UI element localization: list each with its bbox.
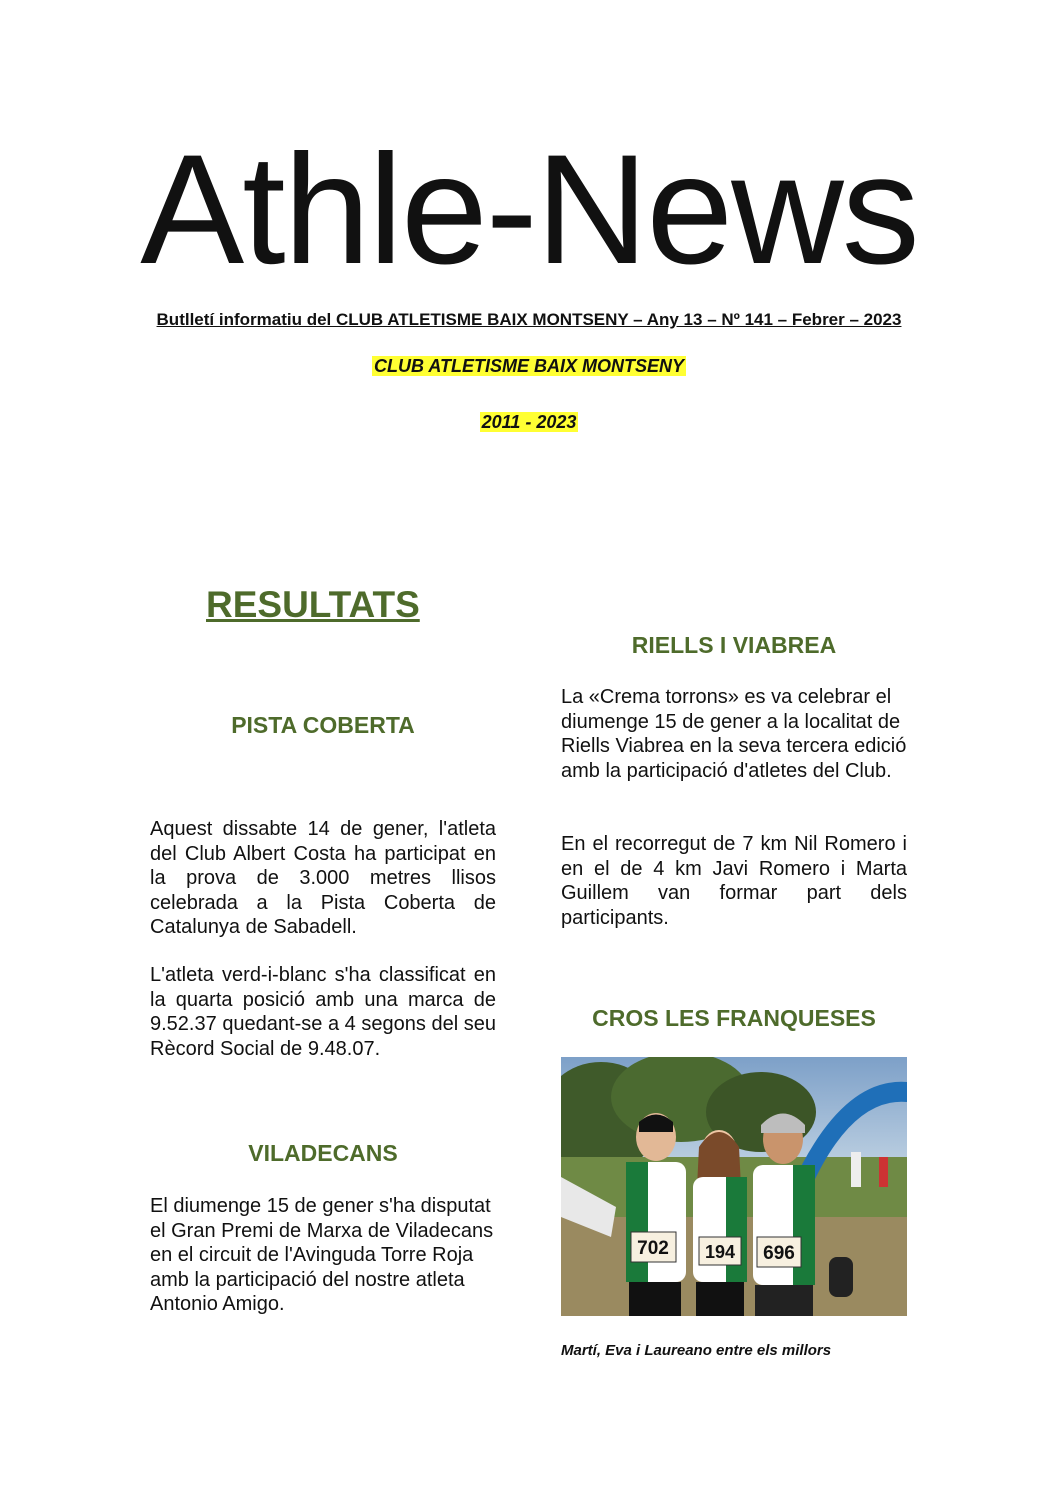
pista-coberta-paragraph-1: Aquest dissabte 14 de gener, l'atleta del Club Albert Costa ha participat en la prova de 3.000 metres llisos celebrada a la Pista Coberta de Catalunya de Sabadell. [150, 818, 496, 938]
viladecans-paragraph: El diumenge 15 de gener s'ha disputat el Gran Premi de Marxa de Viladecans en el circuit de l'Avinguda Torre Roja amb la participació del nostre atleta Antonio Amigo. [150, 1195, 494, 1315]
athletes-photo [561, 1057, 907, 1316]
bib-number-1: 702 [637, 1238, 669, 1259]
section-heading-cros-les-franqueses: CROS LES FRANQUESES [592, 1005, 876, 1031]
section-heading-riells-viabrea: RIELLS I VIABREA [631, 632, 837, 658]
riells-paragraph-2: En el recorregut de 7 km Nil Romero i en el de 4 km Javi Romero i Marta Guillem van formar part dels participants. [561, 833, 907, 929]
section-heading-viladecans: VILADECANS [248, 1140, 398, 1166]
years-highlight [0, 412, 1058, 433]
newsletter-subtitle: Butlletí informatiu del CLUB ATLETISME BAIX MONTSENY – Any 13 – Nº 141 – Febrer – 2023 [156, 310, 902, 329]
results-heading: RESULTATS [206, 584, 420, 625]
club-years: 2011 - 2023 [481, 412, 577, 432]
bib-number-2: 194 [704, 1242, 736, 1262]
club-name-highlight [0, 356, 1058, 377]
riells-paragraph-1: La «Crema torrons» es va celebrar el diumenge 15 de gener a la localitat de Riells Viabrea en la seva tercera edició amb la participació d'atletes del Club. [561, 686, 907, 782]
newsletter-title: Athle-News [140, 123, 918, 297]
bib-number-3: 696 [763, 1243, 795, 1264]
section-heading-pista-coberta: PISTA COBERTA [231, 712, 415, 738]
pista-coberta-paragraph-2: L'atleta verd-i-blanc s'ha classificat en la quarta posició amb una marca de 9.52.37 quedant-se a 4 segons del seu Rècord Social de 9.48.07. [150, 964, 496, 1060]
athletes-photo-illustration [561, 1057, 907, 1316]
photo-caption: Martí, Eva i Laureano entre els millors [561, 1342, 832, 1359]
club-name: CLUB ATLETISME BAIX MONTSENY [374, 356, 684, 376]
